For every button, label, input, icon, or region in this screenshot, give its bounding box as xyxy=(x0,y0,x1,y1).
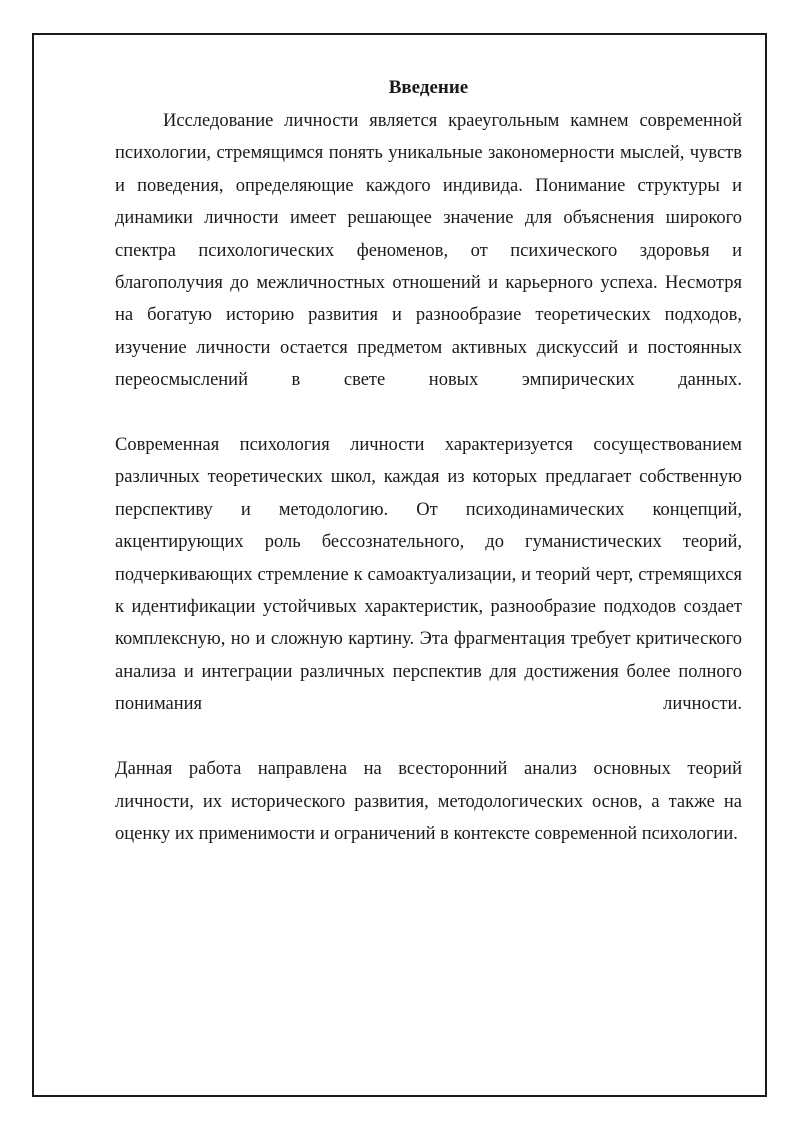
paragraph-schools: Современная психология личности характеризуется сосуществованием различных теоретических школ, каждая из которых предлагает собственную перспективу и методологию. От психодинамических концепций, акцентирующих роль бессознательного, до гуманистических теорий, подчеркивающих стремление к самоактуализации, и теорий черт, стремящихся к идентификации устойчивых характеристик, разнообразие подходов создает комплексную, но и сложную картину. Эта фрагментация требует критического анализа и интеграции различных перспектив для достижения более полного понимания личности. xyxy=(115,435,742,715)
paragraph-aim: Данная работа направлена на всесторонний анализ основных теорий личности, их исторического развития, методологических основ, а также на оценку их применимости и ограничений в контексте современной психологии. xyxy=(115,759,742,844)
paragraph-gap xyxy=(115,397,742,429)
paragraph-gap xyxy=(115,721,742,753)
document-body xyxy=(115,75,742,850)
paragraph-introduction: Исследование личности является краеугольным камнем современной психологии, стремящимся понять уникальные закономерности мыслей, чувств и поведения, определяющие каждого индивида. Понимание структуры и динамики личности имеет решающее значение для объяснения широкого спектра психологических феноменов, от психического здоровья и благополучия до межличностных отношений и карьерного успеха. Несмотря на богатую историю развития и разнообразие теоретических подходов, изучение личности остается предметом активных дискуссий и постоянных переосмыслений в свете новых эмпирических данных. xyxy=(115,111,742,391)
document-title: Введение xyxy=(388,77,469,98)
